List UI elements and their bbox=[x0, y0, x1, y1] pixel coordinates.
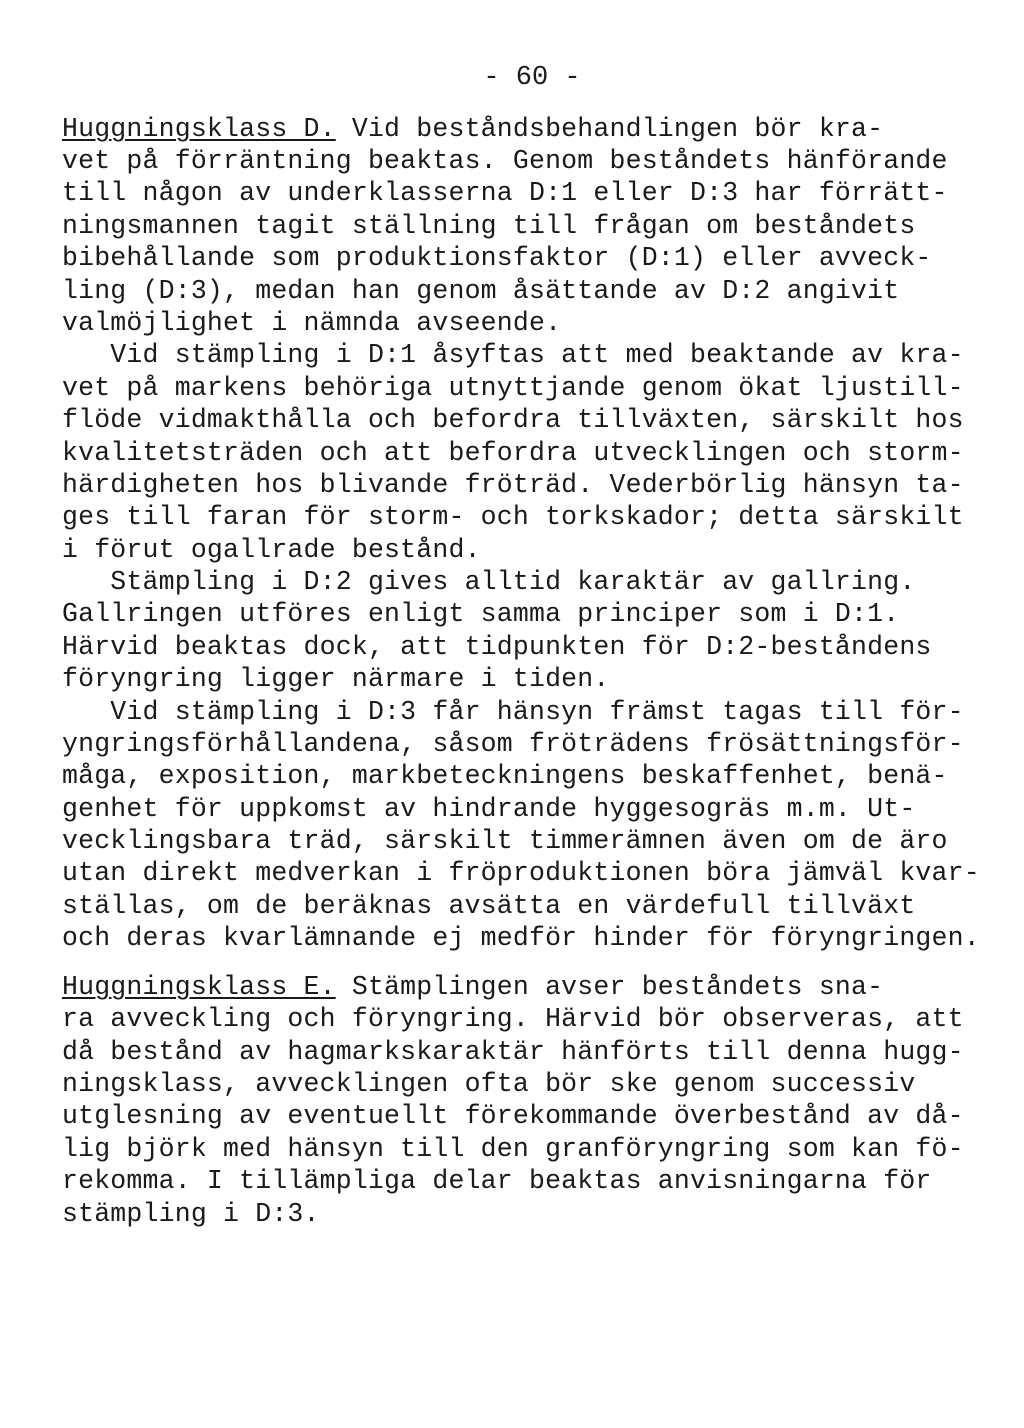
section-d-line-22: genhet för uppkomst av hindrande hyggesogräs m.m. Ut- bbox=[62, 794, 916, 824]
section-d-line-16: Gallringen utföres enligt samma principer som i D:1. bbox=[62, 599, 900, 629]
section-e-line-3: då bestånd av hagmarkskaraktär hänförts till denna hugg- bbox=[62, 1037, 964, 1067]
section-e-line-4: ningsklass, avvecklingen ofta bör ske genom successiv bbox=[62, 1069, 916, 1099]
section-d-line-14: i förut ogallrade bestånd. bbox=[62, 535, 481, 565]
section-d-line-12: härdigheten hos blivande fröträd. Vederbörlig hänsyn ta- bbox=[62, 470, 964, 500]
section-d-line-21: måga, exposition, markbeteckningens beskaffenhet, benä- bbox=[62, 761, 948, 791]
section-e-line-1: Huggningsklass E. Stämplingen avser beståndets sna- bbox=[62, 972, 884, 1002]
section-d-line-19: Vid stämpling i D:3 får hänsyn främst tagas till för- bbox=[62, 697, 964, 727]
section-d-line-11: kvalitetsträden och att befordra utvecklingen och storm- bbox=[62, 438, 964, 468]
section-d-line-5: bibehållande som produktionsfaktor (D:1) eller avveck- bbox=[62, 243, 932, 273]
section-d-line-3: till någon av underklasserna D:1 eller D:3 har förrätt- bbox=[62, 178, 948, 208]
section-d-line-8: Vid stämpling i D:1 åsyftas att med beaktande av kra- bbox=[62, 340, 964, 370]
section-e-line-6: lig björk med hänsyn till den granföryngring som kan fö- bbox=[62, 1134, 964, 1164]
section-d-heading: Huggningsklass D. bbox=[62, 114, 336, 144]
section-d-line-7: valmöjlighet i nämnda avseende. bbox=[62, 308, 562, 338]
section-e-line-8: stämpling i D:3. bbox=[62, 1199, 320, 1229]
page-number: - 60 - bbox=[483, 63, 581, 93]
section-d-line-25: ställas, om de beräknas avsätta en värdefull tillväxt bbox=[62, 891, 916, 921]
section-d-line-18: föryngring ligger närmare i tiden. bbox=[62, 664, 610, 694]
section-d-line-15: Stämpling i D:2 gives alltid karaktär av gallring. bbox=[62, 567, 916, 597]
section-e-line-5: utglesning av eventuellt förekommande överbestånd av då- bbox=[62, 1101, 964, 1131]
section-d-line-24: utan direkt medverkan i fröproduktionen böra jämväl kvar- bbox=[62, 858, 980, 888]
section-d-line-17: Härvid beaktas dock, att tidpunkten för D:2-beståndens bbox=[62, 632, 932, 662]
section-d-line-2: vet på förräntning beaktas. Genom beståndets hänförande bbox=[62, 146, 948, 176]
section-d-line-4: ningsmannen tagit ställning till frågan om beståndets bbox=[62, 211, 916, 241]
section-e-line-7: rekomma. I tillämpliga delar beaktas anvisningarna för bbox=[62, 1166, 932, 1196]
section-d-line-23: vecklingsbara träd, särskilt timmerämnen även om de äro bbox=[62, 826, 948, 856]
section-d-line-1: Huggningsklass D. Vid beståndsbehandlingen bör kra- bbox=[62, 114, 884, 144]
section-d-line-9: vet på markens behöriga utnyttjande genom ökat ljustill- bbox=[62, 373, 964, 403]
section-d-line-20: yngringsförhållandena, såsom fröträdens frösättningsför- bbox=[62, 729, 964, 759]
section-d-line-6: ling (D:3), medan han genom åsättande av D:2 angivit bbox=[62, 276, 900, 306]
section-d-line-26: och deras kvarlämnande ej medför hinder för föryngringen. bbox=[62, 923, 980, 953]
section-d-line-10: flöde vidmakthålla och befordra tillväxten, särskilt hos bbox=[62, 405, 964, 435]
section-d-line-13: ges till faran för storm- och torkskador; detta särskilt bbox=[62, 502, 964, 532]
section-e-line-2: ra avveckling och föryngring. Härvid bör observeras, att bbox=[62, 1004, 964, 1034]
section-e-heading: Huggningsklass E. bbox=[62, 972, 336, 1002]
